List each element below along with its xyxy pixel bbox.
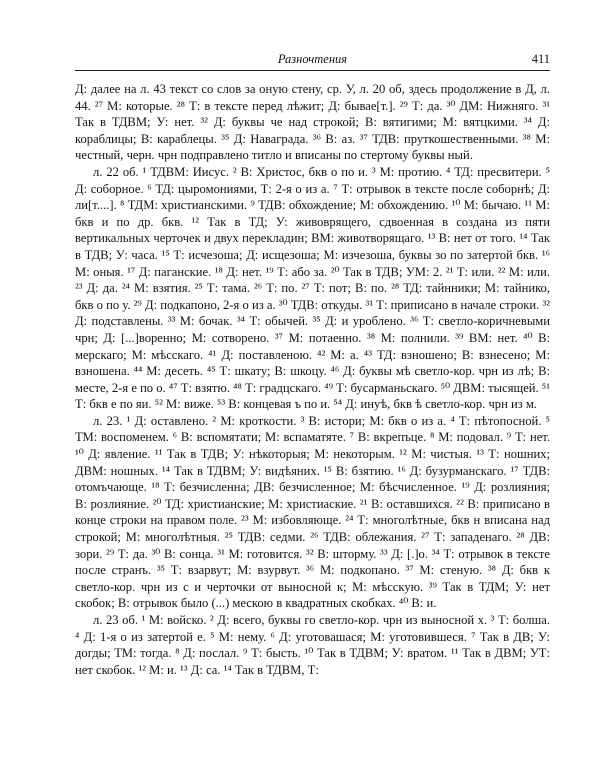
paragraph-folio-23v: л. 23 об. ¹ М: войско. ² Д: всего, буквы го светло-кор. чрн из выносной х. ³ Т: болша. ⁴ Д: 1-я о из затертой е. ⁵ М: нему. ⁶ Д: уготовашася; М: уготовившеся. ⁷ Так в ДВ; У: догды; ТМ: тогда. ⁸ Д: послал. ⁹ Т: бысть. ¹⁰ Так в ТДВМ; У: вратом. ¹¹ Так в ДВМ; УТ: нет скобок. ¹² М: и. ¹³ Д: са. ¹⁴ Так в ТДВМ, Т: [75,613,550,677]
variant-readings-text [75,81,550,678]
paragraph-continuation: Д: далее на л. 43 текст со слов за оную стену, ср. У, л. 20 об, здесь продолжение в Д, л. 44. ²⁷ М: которые. ²⁸ Т: в тексте перед лѣжит; Д: бывае[т.]. ²⁹ Т: да. ³⁰ ДМ: Нижняго. ³¹ Так в ТДВМ; У: нет. ³² Д: буквы че над строкой; В: вятигими; М: вятцкими. ³⁴ Д: кораблицы; В: караблецы. ³⁵ Д: Наваграда. ³⁶ В: аз. ³⁷ ТДВ: пруткошественными. ³⁸ М: честный, черн. чрн подправлено титло и вписаны по стертому буквы ный. [75,82,550,163]
running-title: Разночтения [277,52,348,66]
paragraph-folio-22v: л. 22 об. ¹ ТДВМ: Иисус. ² В: Христос, бкв о по и. ³ М: протию. ⁴ ТД: пресвитери. ⁵ Д: соборное. ⁶ ТД: цыромониями, Т: 2-я о из а. ⁷ Т: отрывок в тексте после соборнѣ; Д: ли[т....]. ⁸ ТДМ: христианскими. ⁹ ТДВ: обхождение; М: обхождению. ¹⁰ М: бычаю. ¹¹ М: бкв и по др. бкв. ¹² Так в ТД; У: живоврящего, сдвоенная в создана из пяти вертикальных черточек и двух перекладин; ВМ: животворящаго. ¹³ В: нет от того. ¹⁴ Так в ТДВ; У: часа. ¹⁵ Т: исчезоша; Д: исщезоша; М: изчезоша, буквы зо по затертой бкв. ¹⁶ М: оныя. ¹⁷ Д: паганские. ¹⁸ Д: нет. ¹⁹ Т: або за. ²⁰ Так в ТДВ; УМ: 2. ²¹ Т: или. ²² М: или. ²³ Д: да. ²⁴ М: взятия. ²⁵ Т: тама. ²⁶ Т: по. ²⁷ Т: пот; В: по. ²⁸ ТД: тайнники; М: тайнико, бкв о по у. ²⁹ Д: подкапоно, 2-я о из а. ³⁰ ТДВ: откуды. ³¹ Т: приписано в начале строки. ³² Д: подставлены. ³³ М: бочак. ³⁴ Т: обычей. ³⁵ Д: и уроблено. ³⁶ Т: светло-коричневыми чрн; Д: [...]воренно; М: сотворено. ³⁷ М: потаенно. ³⁸ М: полнили. ³⁹ ВМ: нет. ⁴⁰ В: мерскаго; М: мѣсскаго. ⁴¹ Д: поставленою. ⁴² М: а. ⁴³ ТД: взношено; В: взнесено; М: взношена. ⁴⁴ М: десеть. ⁴⁵ Т: шкату; В: шкоцу. ⁴⁶ Д: буквы мѣ светло-кор. чрн из лѣ; В: месте, 2-я е по о. ⁴⁷ Т: взятю. ⁴⁸ Т: градцскаго. ⁴⁹ Т: бусарманьскаго. ⁵⁰ ДВМ: тысящей. ⁵¹ Т: бкв е по яи. ⁵² М: виже. ⁵³ В: концевая ъ по и. ⁵⁴ Д: инуѣ, бкв ѣ светло-кор. чрн из м. [75,164,550,412]
running-header [75,52,550,71]
page-number: 411 [531,52,550,66]
paragraph-folio-23: л. 23. ¹ Д: оставлено. ² М: кроткости. ³ В: истори; М: бкв о из а. ⁴ Т: пѣтопосной. ⁵ ТМ: воспоменем. ⁶ В: вспомятати; М: вспаматяте. ⁷ В: вкрепъце. ⁸ М: подовал. ⁹ Т: нет. ¹⁰ Д: явление. ¹¹ Так в ТДВ; У: нѣкоторыя; М: некоторым. ¹² М: чистыя. ¹³ Т: ношних; ДВМ: ношных. ¹⁴ Так в ТДВМ; У: видѣяних. ¹⁵ В: бзятию. ¹⁶ Д: бузурманскаго. ¹⁷ ТДВ: отомъчающе. ¹⁸ Т: безчисленна; ДВ: безчисленное; М: бѣсчисленное. ¹⁹ Д: розлияния; В: розлияние. ²⁰ ТД: христианские; М: христиаские. ²¹ В: оставшихся. ²² В: приписано в конце строки на правом поле. ²³ М: избовляюще. ²⁴ Т: многолѣтные, бкв н вписана над строкой; М: многолѣтныя. ²⁵ ТДВ: седми. ²⁶ ТДВ: облежания. ²⁷ Т: западенаго. ²⁸ ДВ: зори. ²⁹ Т: да. ³⁰ В: сонца. ³¹ М: готовится. ³² В: шторму. ³³ Д: [.]о. ³⁴ Т: отрывок в тексте после странъ. ³⁵ Т: взарвут; М: взурвут. ³⁶ М: подкопано. ³⁷ М: стеную. ³⁸ Д: бкв к светло-кор. чрн из с и черточки от выносной к; М: мѣсскую. ³⁹ Так в ТДМ; У: нет скобок; В: отрывок было (...) мескою в квадратных скобках. ⁴⁰ В: и. [75,413,550,611]
